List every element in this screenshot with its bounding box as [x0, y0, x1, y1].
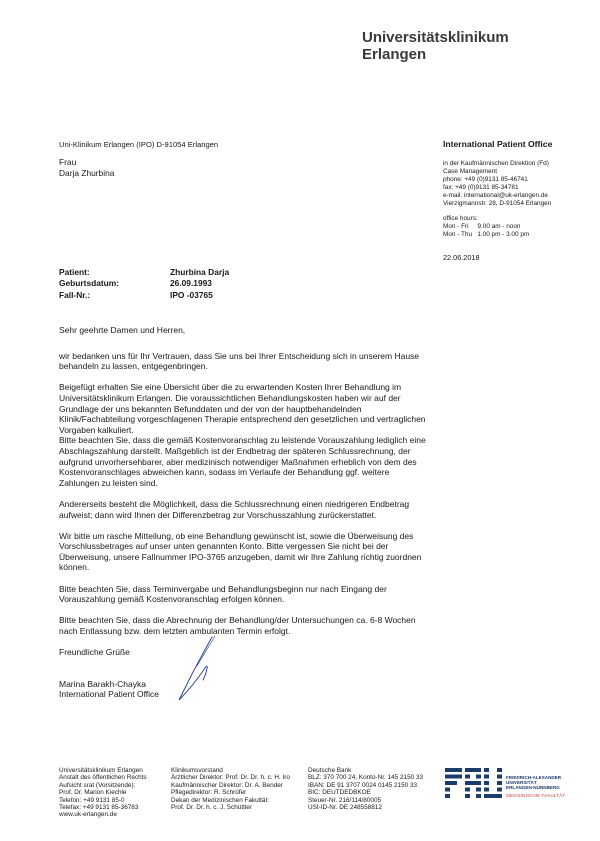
logo-line-2: Erlangen	[362, 46, 427, 63]
hospital-logo	[362, 29, 509, 63]
ipo-contact-block	[443, 160, 551, 239]
ipo-fax: fax: +49 (0)9131 85-34781	[443, 183, 519, 191]
letter-body	[59, 325, 431, 700]
signer-name: Marina Barakh-Chayka	[59, 678, 146, 689]
ipo-office-hours-2: Mon - Thu 1.00 pm - 3.00 pm	[443, 231, 530, 239]
ipo-line: Case Management	[443, 167, 497, 175]
footer-line: Dekan der Medizinischen Fakultät:	[171, 796, 270, 804]
case-value: IPO -03765	[170, 289, 213, 300]
footer-line: Ärztlicher Direktor: Prof. Dr. Dr. h. c. H. Iro	[171, 774, 290, 782]
letter-paragraph: Bitte beachten Sie, dass Terminvergabe und Behandlungsbeginn nur nach Eingang der Vorauszahlung gemäß Kostenvoranschlag erfolgen können.	[59, 583, 387, 605]
dob-label: Geburtsdatum:	[59, 278, 120, 289]
ipo-email: e-mail: international@uk-erlangen.de	[443, 191, 548, 199]
footer-line: Prof. Dr. Dr. h. c. J. Schüttler	[171, 804, 252, 812]
footer-line: Universitätsklinikum Erlangen	[59, 767, 143, 774]
fau-line: UNIVERSITÄT	[506, 780, 537, 786]
letter-paragraph: Beigefügt erhalten Sie eine Übersicht über die zu erwartenden Kosten Ihrer Behandlung im Universitätsklinikum Erlangen. Die voraussichtlichen Behandlungskosten haben wir auf der Grundlage der uns bekannten Befunddaten und der von der hauptbehandelnden Klinik/Fachabteilung vorgeschlagenen Therapie entsprechend den gesetzlichen und vertraglichen Vorgaben kalkuliert. Bitte beachten Sie, dass die gemäß Kostenvoranschlag zu leistende Vorauszahlung lediglich eine Abschlagszahlung darstellt. Maßgeblich ist der Endbetrag der späteren Schlussrechnung, der aufgrund unvorhersehbarer, aber medizinisch notwendiger Maßnahmen erheblich von dem des Kostenvoranschlages abweichen kann, sodass im Verlaufe der Behandlung ggf. weitere Zahlungen zu leisten sind.	[59, 382, 426, 488]
letter-paragraph: Bitte beachten Sie, dass die Abrechnung der Behandlung/der Untersuchungen ca. 6-8 Wochen nach Entlassung bzw. dem letzten ambulanten Termin erfolgt.	[59, 615, 416, 637]
dob-value: 26.09.1993	[170, 278, 212, 289]
letter-date: 22.06.2018	[443, 253, 480, 262]
case-row	[59, 289, 229, 301]
letter-paragraph: Andererseits besteht die Möglichkeit, dass die Schlussrechnung einen niedrigeren Endbetrag aufweist; dann wird Ihnen der Differenzbetrag zur Vorschusszahlung zurückerstattet.	[59, 498, 410, 520]
recipient-name: Darja Zhurbina	[59, 168, 115, 178]
recipient-salutation: Frau	[59, 157, 77, 167]
case-label: Fall-Nr.:	[59, 289, 91, 300]
dob-row	[59, 278, 229, 290]
fau-faculty: MEDIZINISCHE FAKULTÄT	[506, 792, 566, 798]
ipo-spacer	[443, 207, 551, 215]
footer-line: Aufsicht srat (Vorsitzende):	[59, 781, 136, 789]
footer-line: BIC: DEUTDEDBKOE	[308, 789, 371, 797]
handwritten-signature	[175, 634, 235, 704]
ipo-line: in der Kaufmännischen Direktion (Fd)	[443, 160, 549, 167]
fau-logo-icon	[445, 768, 503, 800]
footer-line: IBAN: DE 91 3707 0024 0145 2150 33	[308, 781, 418, 789]
sender-address-line: Uni-Klinikum Erlangen (IPO) D-91054 Erlangen	[59, 140, 219, 149]
letter-closing: Freundliche Grüße	[59, 647, 130, 658]
footer-line: Steuer-Nr. 216/114/80005	[308, 796, 382, 804]
fau-logo-text	[506, 775, 565, 798]
patient-info	[59, 266, 229, 301]
ipo-office-hours-label: office hours:	[443, 215, 478, 223]
fau-line: ERLANGEN-NÜRNBERG	[506, 785, 560, 791]
ipo-phone: phone: +49 (0)9131 85-46741	[443, 175, 528, 183]
footer-col-hospital	[59, 767, 147, 819]
recipient-block	[59, 157, 114, 179]
footer-line: Anstalt des öffentlichen Rechts	[59, 774, 147, 782]
fau-line: FRIEDRICH-ALEXANDER	[506, 775, 562, 780]
patient-value: Zhurbina Darja	[170, 266, 230, 277]
footer-line: Prof. Dr. Marion Kiechle	[59, 789, 127, 797]
footer-line: Klinikumsvorstand	[171, 767, 223, 774]
logo-line-1: Universitätsklinikum	[362, 29, 509, 46]
letter-paragraph: wir bedanken uns für Ihr Vertrauen, dass Sie uns bei Ihrer Entscheidung sich in unserem Hause behandeln zu lassen, entgegenbringen.	[59, 350, 420, 372]
patient-row	[59, 266, 229, 278]
patient-label: Patient:	[59, 266, 90, 277]
footer-line: USt-ID-Nr. DE 248558812	[308, 804, 382, 812]
footer-phone: Telefon: +49 9131 85-0	[59, 796, 125, 804]
signer-department: International Patient Office	[59, 689, 160, 700]
footer-col-board	[171, 767, 290, 811]
footer-website: www.uk-erlangen.de	[59, 811, 117, 819]
ipo-title: International Patient Office	[443, 139, 553, 149]
footer-line: BLZ: 370 700 24, Konto-Nr. 145 2150 33	[308, 774, 424, 782]
footer-fax: Telefax: +49 9131 85-36783	[59, 804, 139, 812]
letter-salutation: Sehr geehrte Damen und Herren,	[59, 325, 186, 335]
footer-line: Deutsche Bank	[308, 767, 352, 774]
footer-line: Kaufmännischer Direktor: Dr. A. Bender	[171, 781, 283, 789]
ipo-office-hours-1: Mon - Fri 9.00 am - noon	[443, 223, 521, 231]
footer-line: Pflegedirektor: R. Schrüfer	[171, 789, 247, 797]
footer-col-bank	[308, 767, 423, 811]
ipo-address: Vierzigmannstr. 28, D-91054 Erlangen	[443, 199, 552, 207]
letter-paragraph: Wir bitte um rasche Mitteilung, ob eine Behandlung gewünscht ist, sowie die Überweisung des Vorschlussbetrages auf unser unten genannten Konto. Bitte vergessen Sie nicht bei der Überweisung, unsere Fallnummer IPO-3765 anzugeben, damit wir Ihre Zahlung richtig zuordnen können.	[59, 530, 422, 573]
